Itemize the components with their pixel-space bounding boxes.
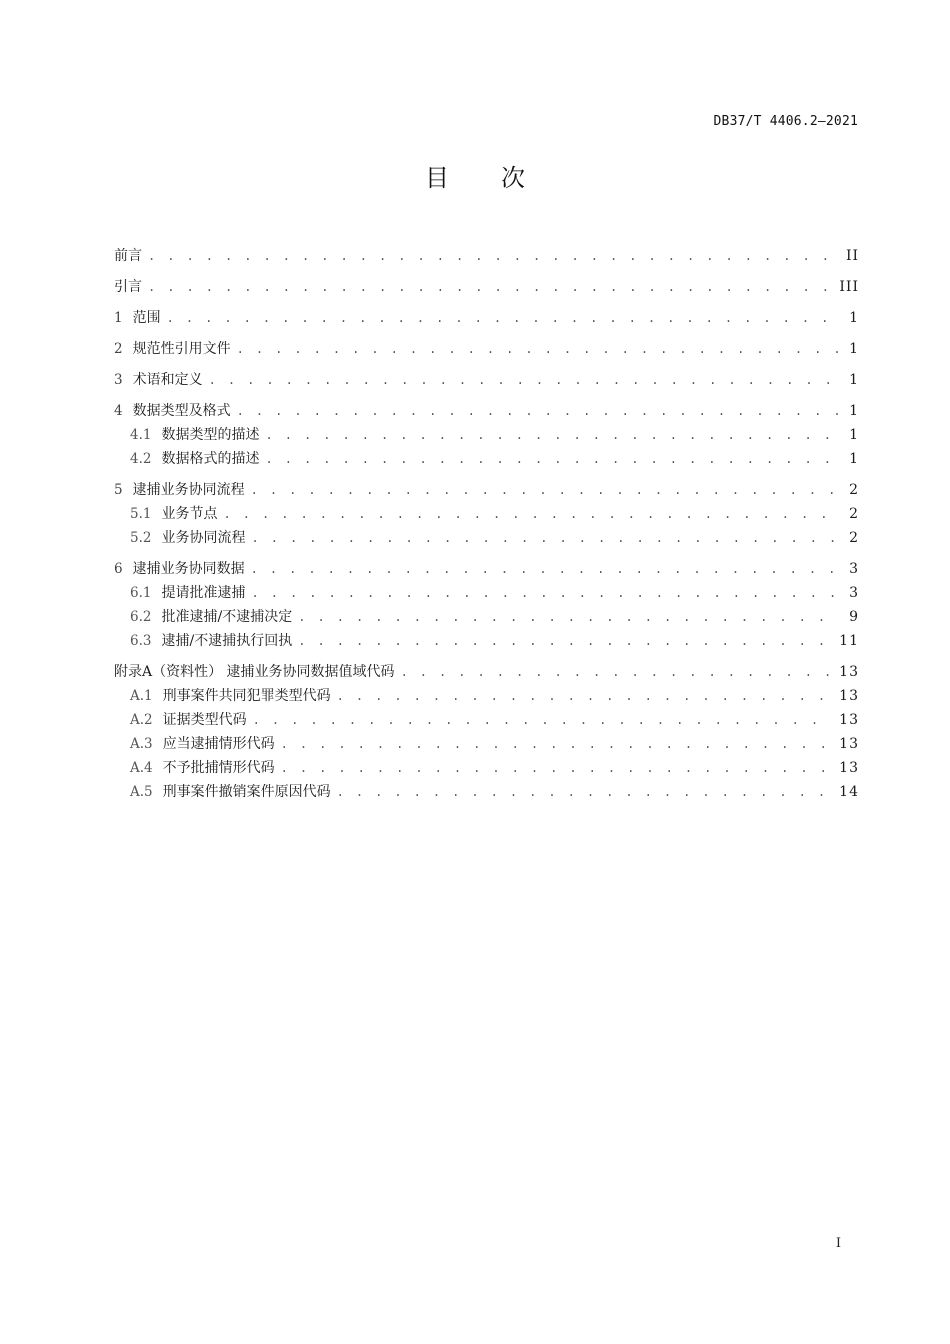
toc-entry-5-1[interactable] xyxy=(114,502,859,526)
toc-entry-label: 6.3 逮捕/不逮捕执行回执 xyxy=(130,633,293,649)
toc-entry-label: 5.2 业务协同流程 xyxy=(130,530,246,546)
toc-page-number: 1 xyxy=(849,427,859,443)
toc-leader-dots xyxy=(148,244,839,268)
toc-entry-scope[interactable] xyxy=(114,306,859,330)
toc-entry-a-3[interactable] xyxy=(114,732,859,756)
toc-page-number: II xyxy=(845,248,859,264)
toc-entry-data-types-formats[interactable] xyxy=(114,399,859,423)
toc-entry-4-2[interactable] xyxy=(114,447,859,471)
toc-entry-a-4[interactable] xyxy=(114,756,859,780)
toc-page-number: 14 xyxy=(839,784,859,800)
toc-entry-terms-definitions[interactable] xyxy=(114,368,859,392)
toc-entry-label: 6 逮捕业务协同数据 xyxy=(114,561,245,577)
toc-leader-dots xyxy=(251,526,839,550)
toc-entry-label: 6.1 提请批准逮捕 xyxy=(130,585,246,601)
toc-entry-label: 前言 xyxy=(114,248,142,264)
toc-leader-dots xyxy=(148,275,833,299)
toc-entry-a-5[interactable] xyxy=(114,780,859,804)
toc-entry-label: 引言 xyxy=(114,279,142,295)
toc-entry-arrest-workflow[interactable] xyxy=(114,478,859,502)
toc-leader-dots xyxy=(223,502,839,526)
toc-leader-dots xyxy=(401,660,834,684)
toc-entry-6-1[interactable] xyxy=(114,581,859,605)
toc-leader-dots xyxy=(298,605,839,629)
toc-entry-label: A.1 刑事案件共同犯罪类型代码 xyxy=(130,688,331,704)
toc-entry-label: A.4 不予批捕情形代码 xyxy=(130,760,275,776)
toc-page-number: 1 xyxy=(849,372,859,388)
toc-entry-4-1[interactable] xyxy=(114,423,859,447)
toc-page-number: III xyxy=(839,279,859,295)
toc-entry-arrest-data[interactable] xyxy=(114,557,859,581)
toc-leader-dots xyxy=(251,557,839,581)
toc-leader-dots xyxy=(281,732,834,756)
toc-entry-normative-references[interactable] xyxy=(114,337,859,361)
toc-leader-dots xyxy=(265,447,839,471)
toc-entry-label: 1 范围 xyxy=(114,310,161,326)
toc-leader-dots xyxy=(251,581,839,605)
toc-leader-dots xyxy=(337,780,834,804)
toc-leader-dots xyxy=(298,629,833,653)
toc-leader-dots xyxy=(167,306,839,330)
document-code: DB37/T 4406.2—2021 xyxy=(713,114,858,129)
toc-page-number: 1 xyxy=(849,451,859,467)
toc-page-number: 9 xyxy=(849,609,859,625)
toc-entry-label: 4 数据类型及格式 xyxy=(114,403,231,419)
toc-page-number: 13 xyxy=(839,760,859,776)
toc-entry-introduction[interactable] xyxy=(114,275,859,299)
toc-page-number: 1 xyxy=(849,403,859,419)
toc-page-number: 13 xyxy=(839,688,859,704)
toc-entry-label: 5.1 业务节点 xyxy=(130,506,218,522)
toc-leader-dots xyxy=(237,337,839,361)
toc-entry-label: 4.1 数据类型的描述 xyxy=(130,427,260,443)
toc-entry-a-2[interactable] xyxy=(114,708,859,732)
table-of-contents xyxy=(114,244,859,804)
toc-page-number: 2 xyxy=(849,506,859,522)
toc-entry-5-2[interactable] xyxy=(114,526,859,550)
toc-entry-label: 5 逮捕业务协同流程 xyxy=(114,482,245,498)
toc-page-number: 2 xyxy=(849,482,859,498)
toc-leader-dots xyxy=(237,399,839,423)
toc-entry-appendix-a[interactable] xyxy=(114,660,859,684)
toc-leader-dots xyxy=(253,708,834,732)
toc-page-number: 13 xyxy=(839,712,859,728)
toc-entry-label: 2 规范性引用文件 xyxy=(114,341,231,357)
toc-entry-6-3[interactable] xyxy=(114,629,859,653)
toc-leader-dots xyxy=(251,478,839,502)
page-number: I xyxy=(835,1236,841,1251)
toc-entry-label: 3 术语和定义 xyxy=(114,372,203,388)
toc-entry-preface[interactable] xyxy=(114,244,859,268)
toc-page-number: 13 xyxy=(839,736,859,752)
toc-page-number: 1 xyxy=(849,310,859,326)
toc-page-number: 2 xyxy=(849,530,859,546)
toc-leader-dots xyxy=(337,684,834,708)
toc-entry-label: A.2 证据类型代码 xyxy=(130,712,247,728)
toc-page-number: 11 xyxy=(839,633,859,649)
toc-entry-label: A.5 刑事案件撤销案件原因代码 xyxy=(130,784,331,800)
toc-page-number: 1 xyxy=(849,341,859,357)
toc-entry-label: 4.2 数据格式的描述 xyxy=(130,451,260,467)
toc-entry-a-1[interactable] xyxy=(114,684,859,708)
toc-page-number: 13 xyxy=(839,664,859,680)
toc-leader-dots xyxy=(265,423,839,447)
page-title: 目次 xyxy=(425,164,577,192)
toc-entry-label: A.3 应当逮捕情形代码 xyxy=(130,736,275,752)
toc-leader-dots xyxy=(281,756,834,780)
toc-page-number: 3 xyxy=(849,561,859,577)
toc-entry-label: 附录A（资料性） 逮捕业务协同数据值域代码 xyxy=(114,664,395,680)
toc-entry-label: 6.2 批准逮捕/不逮捕决定 xyxy=(130,609,293,625)
toc-leader-dots xyxy=(209,368,839,392)
toc-entry-6-2[interactable] xyxy=(114,605,859,629)
toc-page-number: 3 xyxy=(849,585,859,601)
